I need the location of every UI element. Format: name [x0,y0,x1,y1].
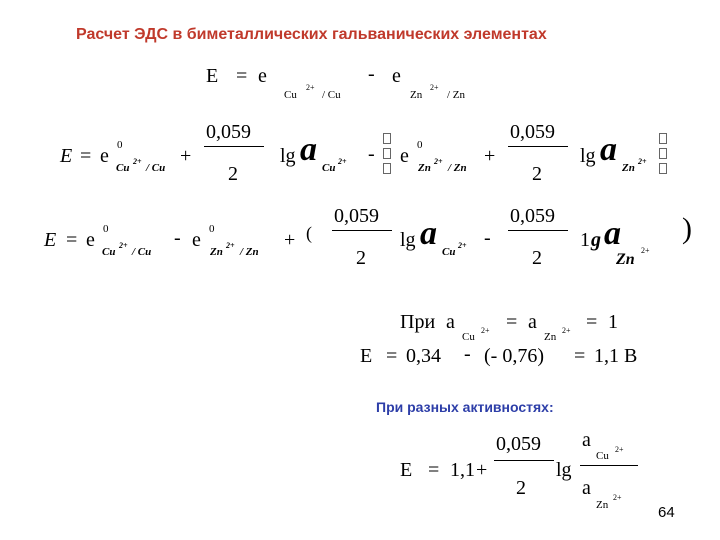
eq2-plus2: + [484,145,496,167]
eq4-a1: a [446,311,455,333]
eq2-missing-glyph-5 [659,148,667,159]
eq1-sup2: 2+ [430,83,439,92]
eq2-sub2: Zn [418,162,431,174]
eq3-lg2-g: g [591,229,601,251]
eq6-sub-den: Zn [596,499,609,511]
eq3-e1: e [86,229,95,251]
eq2-sup1: 2+ [133,157,142,166]
eq2-e2: e [400,145,409,167]
eq6-sup-num: 2+ [615,445,624,454]
eq2-a1: a [300,131,317,168]
eq3-fraction-bar-1 [332,230,392,231]
eq3-E: E [44,229,57,251]
eq4-equals1: = [506,311,518,333]
eq2-asub1: Cu [322,162,336,174]
eq2-den2: 2 [532,163,542,185]
eq3-sup1: 2+ [119,241,128,250]
eq3-den2: 2 [532,247,542,269]
eq2-missing-glyph-3 [383,163,391,174]
eq4-sup1: 2+ [481,326,490,335]
eq1-sup1: 2+ [306,83,315,92]
eq6-sub-num: Cu [596,450,609,462]
eq6-lg: lg [556,459,572,481]
eq1-E: E [206,65,219,87]
eq3-a1: a [420,215,437,252]
eq3-asub1: Cu [442,246,456,258]
eq5-E: E [360,345,373,367]
eq2-missing-glyph-1 [383,133,391,144]
eq4-sub2: Zn [544,331,557,343]
page-number: 64 [658,504,675,521]
eq6-value: 1,1 [450,459,475,481]
eq2-den1: 2 [228,163,238,185]
eq2-a2: a [600,131,617,168]
eq2-asup2: 2+ [638,157,647,166]
eq3-sup2: 2+ [226,241,235,250]
eq3-asup1: 2+ [458,241,467,250]
eq2-num1: 0,059 [206,121,251,143]
eq6-E: E [400,459,413,481]
eq5-unit: В [624,345,638,367]
eq6-a-den: a [582,477,591,499]
eq5-equals1: = [386,345,398,367]
eq2-sub1: Cu [116,162,130,174]
eq6-plus: + [476,459,488,481]
eq3-e2: e [192,229,201,251]
eq4-equals2: = [586,311,598,333]
eq2-E: E [60,145,73,167]
eq5-minus: - [464,343,471,365]
eq3-rparen: ) [682,212,692,245]
eq2-e1: e [100,145,109,167]
eq2-missing-glyph-4 [659,133,667,144]
eq2-sup2: 2+ [434,157,443,166]
eq3-lg1: lg [400,229,416,251]
eq2-fraction-bar-1 [204,146,264,147]
eq1-equals: = [236,65,248,87]
eq2-lg1: lg [280,145,296,167]
eq6-sup-den: 2+ [613,493,622,502]
eq1-e2: e [392,65,401,87]
eq6-equals: = [428,459,440,481]
eq2-sub2b: / Zn [448,162,467,174]
eq3-fraction-bar-2 [508,230,568,231]
eq2-minus: - [368,143,375,165]
eq3-lparen: ( [306,223,312,243]
eq4-a2: a [528,311,537,333]
eq2-num2: 0,059 [510,121,555,143]
eq3-sub1b: / Cu [132,246,152,258]
eq4-one: 1 [608,311,618,333]
eq3-minus2: - [484,227,491,249]
eq1-e1: e [258,65,267,87]
eq1-sub2b: / Zn [447,89,466,101]
eq2-missing-glyph-6 [659,163,667,174]
slide-title: Расчет ЭДС в биметаллических гальванических элементах [76,26,547,43]
eq2-zero1: 0 [117,139,123,151]
eq2-asub2: Zn [622,162,635,174]
eq3-num1: 0,059 [334,205,379,227]
eq3-minus1: - [174,227,181,249]
eq1-minus: - [368,63,375,85]
note-different-activities: При разных активностях: [376,399,554,415]
eq1-sub2: Zn [410,89,423,101]
eq3-zero1: 0 [103,223,109,235]
eq3-sub1: Cu [102,246,116,258]
eq3-asub2: Zn [616,251,635,268]
eq5-value1: 0,34 [406,345,441,367]
eq2-lg2: lg [580,145,596,167]
eq2-fraction-bar-2 [508,146,568,147]
eq6-den: 2 [516,477,526,499]
eq3-num2: 0,059 [510,205,555,227]
eq3-sub2b: / Zn [240,246,259,258]
eq3-zero2: 0 [209,223,215,235]
eq6-num: 0,059 [496,433,541,455]
eq2-plus1: + [180,145,192,167]
eq6-fraction-bar-1 [494,460,554,461]
eq2-equals: = [80,145,92,167]
eq1-sub1b: / Cu [322,89,341,101]
eq2-asup1: 2+ [338,157,347,166]
eq4-pri: При [400,311,436,333]
eq6-fraction-bar-2 [580,465,638,466]
eq3-a2: a [604,215,621,252]
eq3-asup2: 2+ [641,246,650,255]
eq4-sup2: 2+ [562,326,571,335]
eq5-value2: (- 0,76) [484,345,544,367]
eq2-sub1b: / Cu [146,162,166,174]
eq4-sub1: Cu [462,331,475,343]
eq5-value3: 1,1 [594,345,619,367]
eq3-lg2-one: 1 [580,229,590,251]
eq2-zero2: 0 [417,139,423,151]
eq3-equals: = [66,229,78,251]
eq3-sub2: Zn [210,246,223,258]
eq2-missing-glyph-2 [383,148,391,159]
eq1-sub1: Cu [284,89,297,101]
eq3-den1: 2 [356,247,366,269]
eq5-equals2: = [574,345,586,367]
eq6-a-num: a [582,429,591,451]
eq3-plus: + [284,229,296,251]
